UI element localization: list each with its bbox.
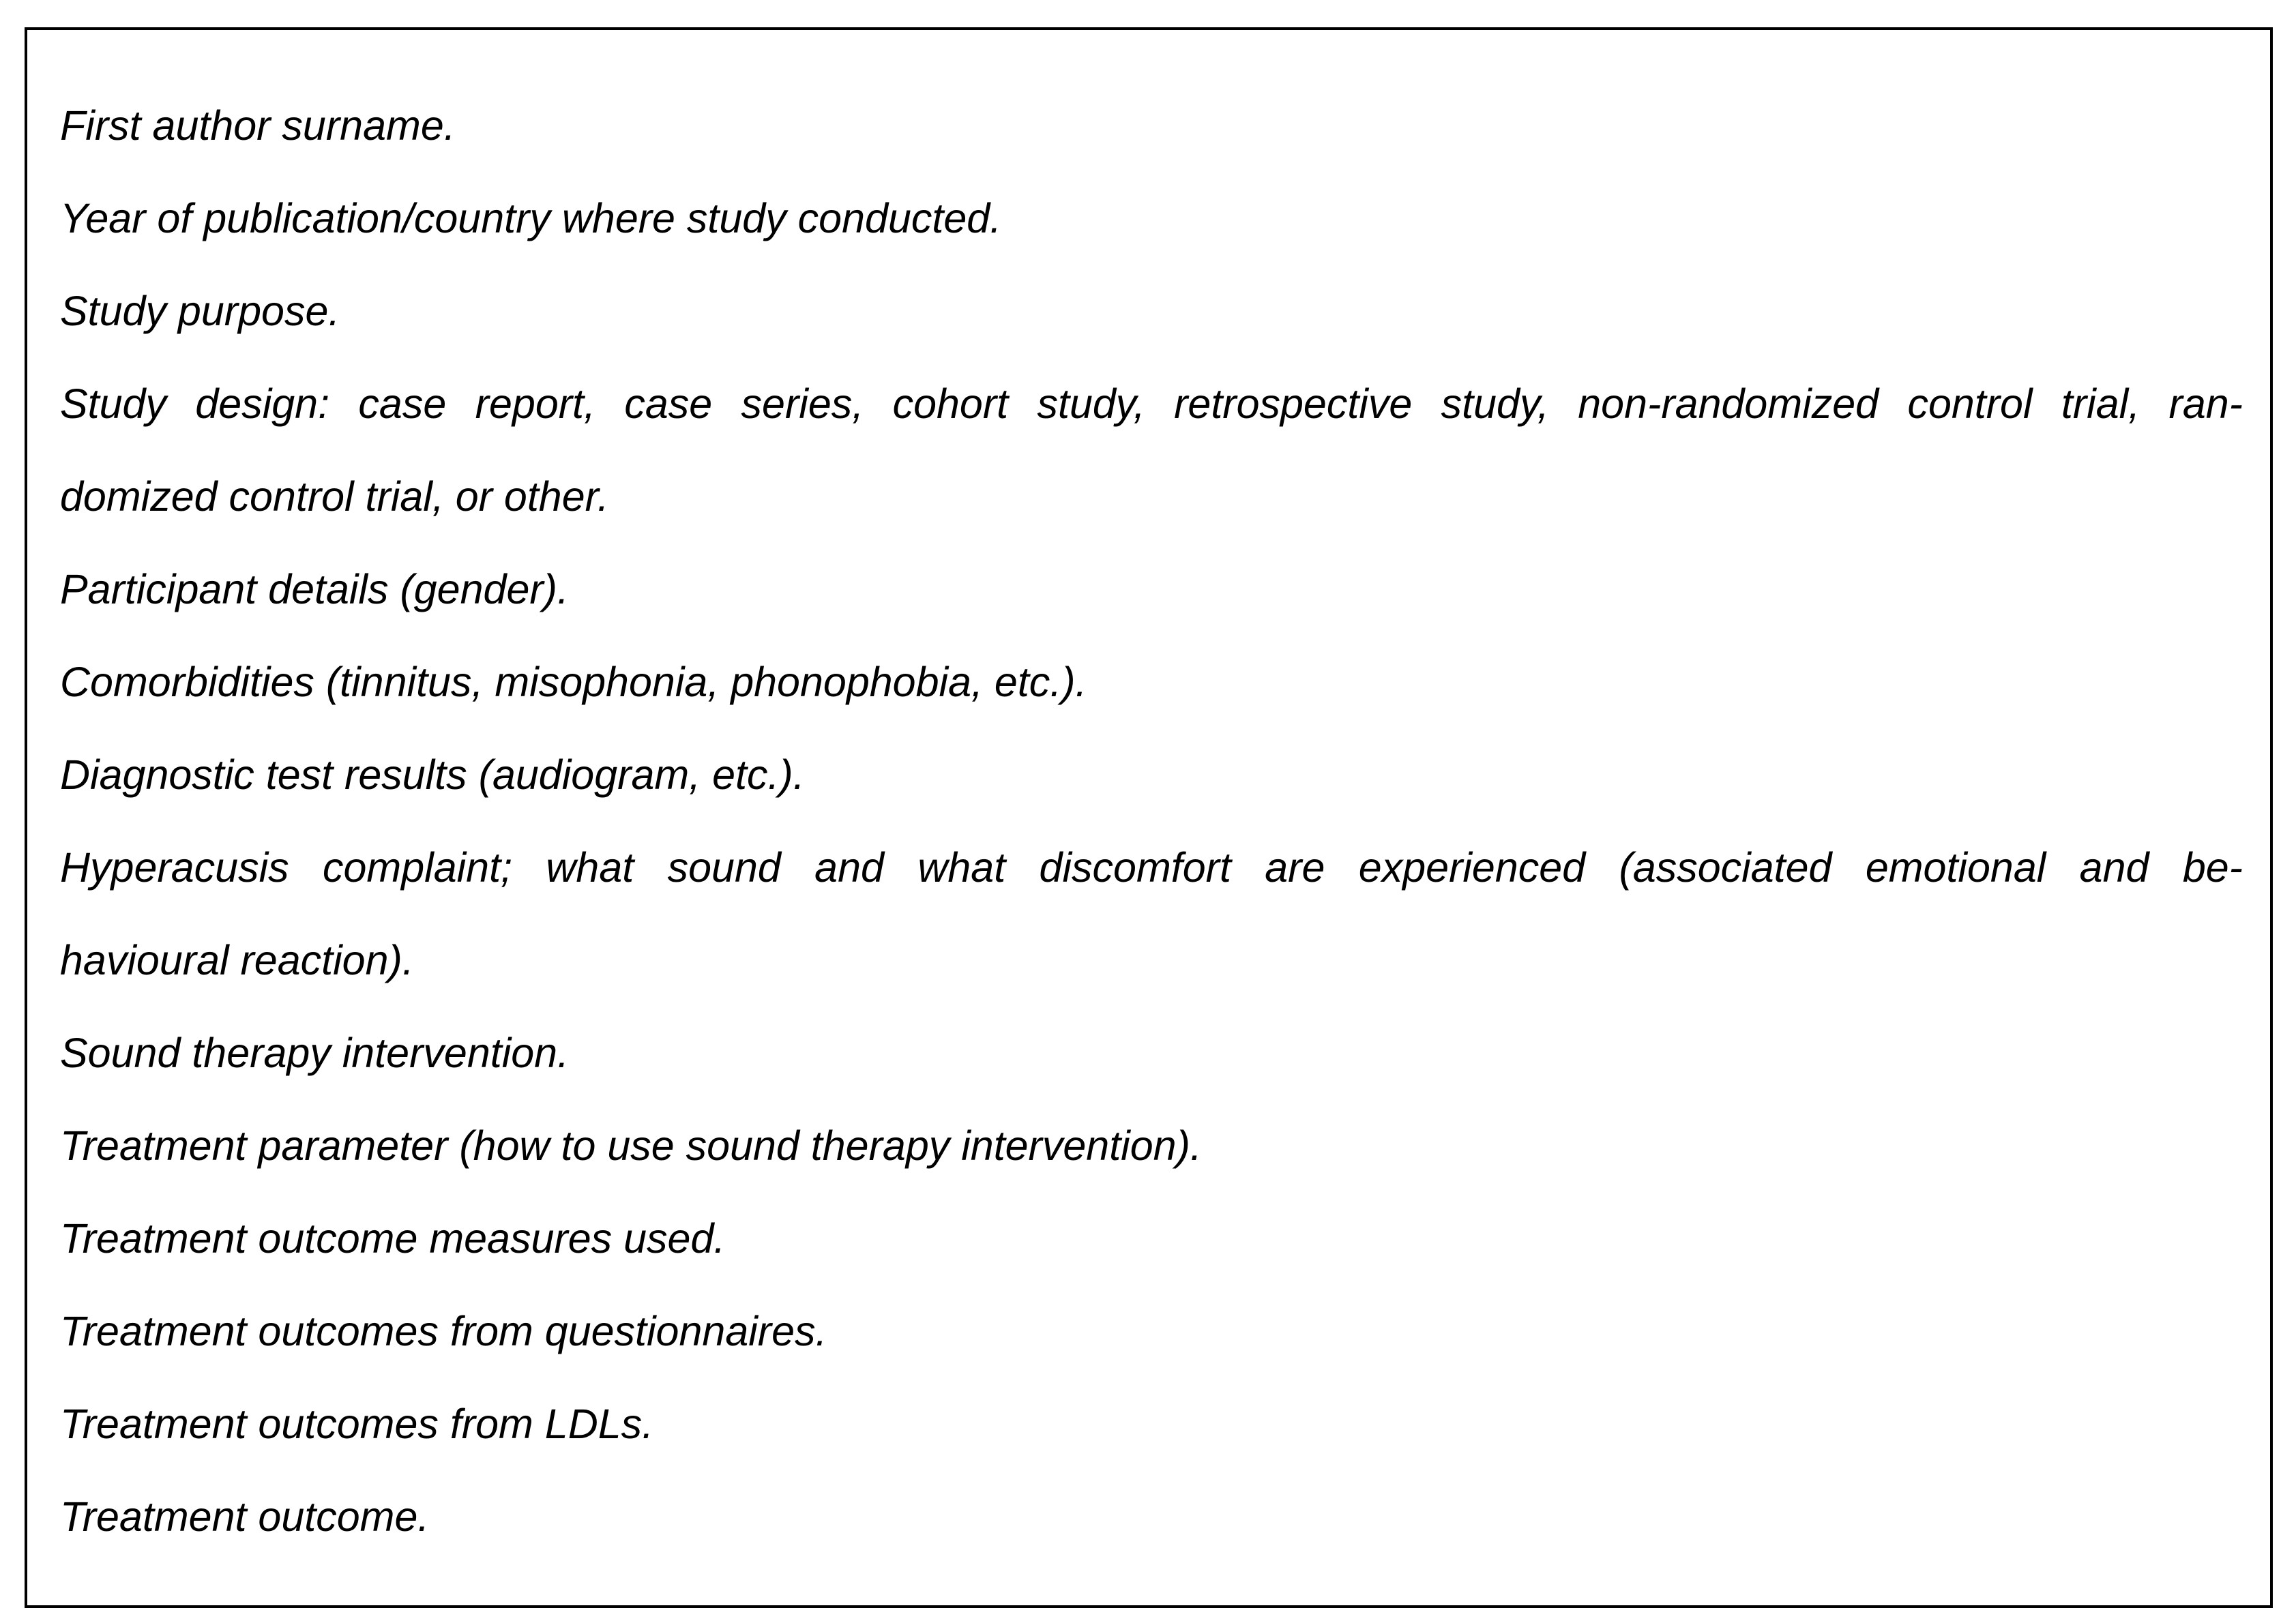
data-extraction-item-list [60, 79, 2243, 1563]
list-item: Diagnostic test results (audiogram, etc.). [60, 751, 805, 798]
list-item: Treatment outcome measures used. [60, 1215, 726, 1262]
list-item: Treatment outcomes from LDLs. [60, 1401, 654, 1447]
list-item: Year of publication/country where study conducted. [60, 195, 1002, 241]
list-item: Hyperacusis complaint; what sound and what discomfort are experienced (associated emotional and be- [60, 844, 2243, 891]
list-item: Treatment outcome. [60, 1493, 430, 1540]
list-item: havioural reaction). [60, 937, 414, 983]
list-item: Study purpose. [60, 288, 340, 334]
list-item: First author surname. [60, 102, 456, 149]
list-item: Treatment outcomes from questionnaires. [60, 1308, 827, 1354]
list-item: Comorbidities (tinnitus, misophonia, phonophobia, etc.). [60, 659, 1087, 705]
list-item: Participant details (gender). [60, 566, 569, 612]
bordered-text-box [25, 27, 2273, 1608]
list-item: Treatment parameter (how to use sound therapy intervention). [60, 1122, 1202, 1169]
list-item: Sound therapy intervention. [60, 1030, 570, 1076]
list-item: Study design: case report, case series, cohort study, retrospective study, non-randomized control trial, ran- [60, 381, 2243, 427]
list-item: domized control trial, or other. [60, 473, 609, 520]
